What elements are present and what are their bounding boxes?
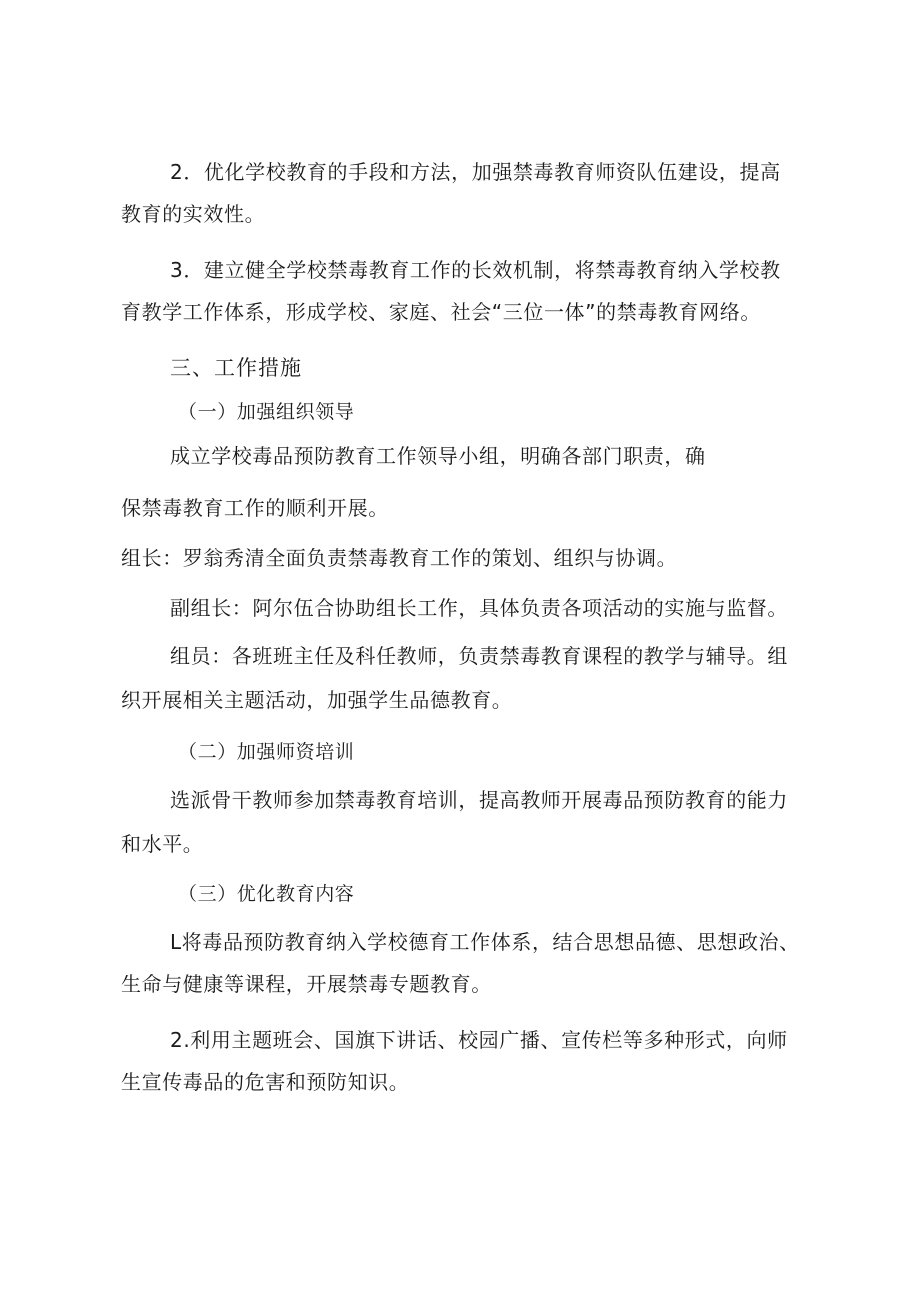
paragraph-2-line-2: 教育的实效性。	[121, 202, 266, 226]
subsection-3-line-4: 生宣传毒品的危害和预防知识。	[121, 1070, 410, 1094]
subsection-1-line-6: 织开展相关主题活动，加强学生品德教育。	[121, 688, 513, 712]
subsection-1-line-3: 组长：罗翁秀清全面负责禁毒教育工作的策划、组织与协调。	[121, 546, 678, 570]
subsection-1-title: （一）加强组织领导	[178, 401, 355, 423]
section-title: 三、工作措施	[170, 356, 302, 380]
paragraph-3-line-2: 育教学工作体系，形成学校、家庭、社会“三位一体”的禁毒教育网络。	[121, 300, 761, 324]
subsection-2-line-1: 选派骨干教师参加禁毒教育培训，提高教师开展毒品预防教育的能力	[170, 788, 788, 812]
paragraph-2-line-1: 2．优化学校教育的手段和方法，加强禁毒教育师资队伍建设，提高	[170, 160, 781, 184]
subsection-1-line-1: 成立学校毒品预防教育工作领导小组，明确各部门职责，确	[170, 444, 706, 468]
subsection-1-line-4: 副组长：阿尔伍合协助组长工作，具体负责各项活动的实施与监督。	[170, 596, 788, 620]
subsection-2-title: （二）加强师资培训	[178, 741, 355, 763]
subsection-3-line-1: L将毒品预防教育纳入学校德育工作体系，结合思想品德、思想政治、	[170, 930, 800, 954]
subsection-2-line-2: 和水平。	[121, 832, 204, 856]
paragraph-3-line-1: 3．建立健全学校禁毒教育工作的长效机制，将禁毒教育纳入学校教	[170, 258, 781, 282]
subsection-3-title: （三）优化教育内容	[178, 883, 355, 905]
subsection-3-line-2: 生命与健康等课程，开展禁毒专题教育。	[121, 972, 492, 996]
subsection-1-line-2: 保禁毒教育工作的顺利开展。	[121, 496, 389, 520]
subsection-3-line-3: 2.利用主题班会、国旗下讲话、校园广播、宣传栏等多种形式，向师	[170, 1028, 788, 1052]
subsection-1-line-5: 组员：各班班主任及科任教师，负责禁毒教育课程的教学与辅导。组	[170, 644, 788, 668]
